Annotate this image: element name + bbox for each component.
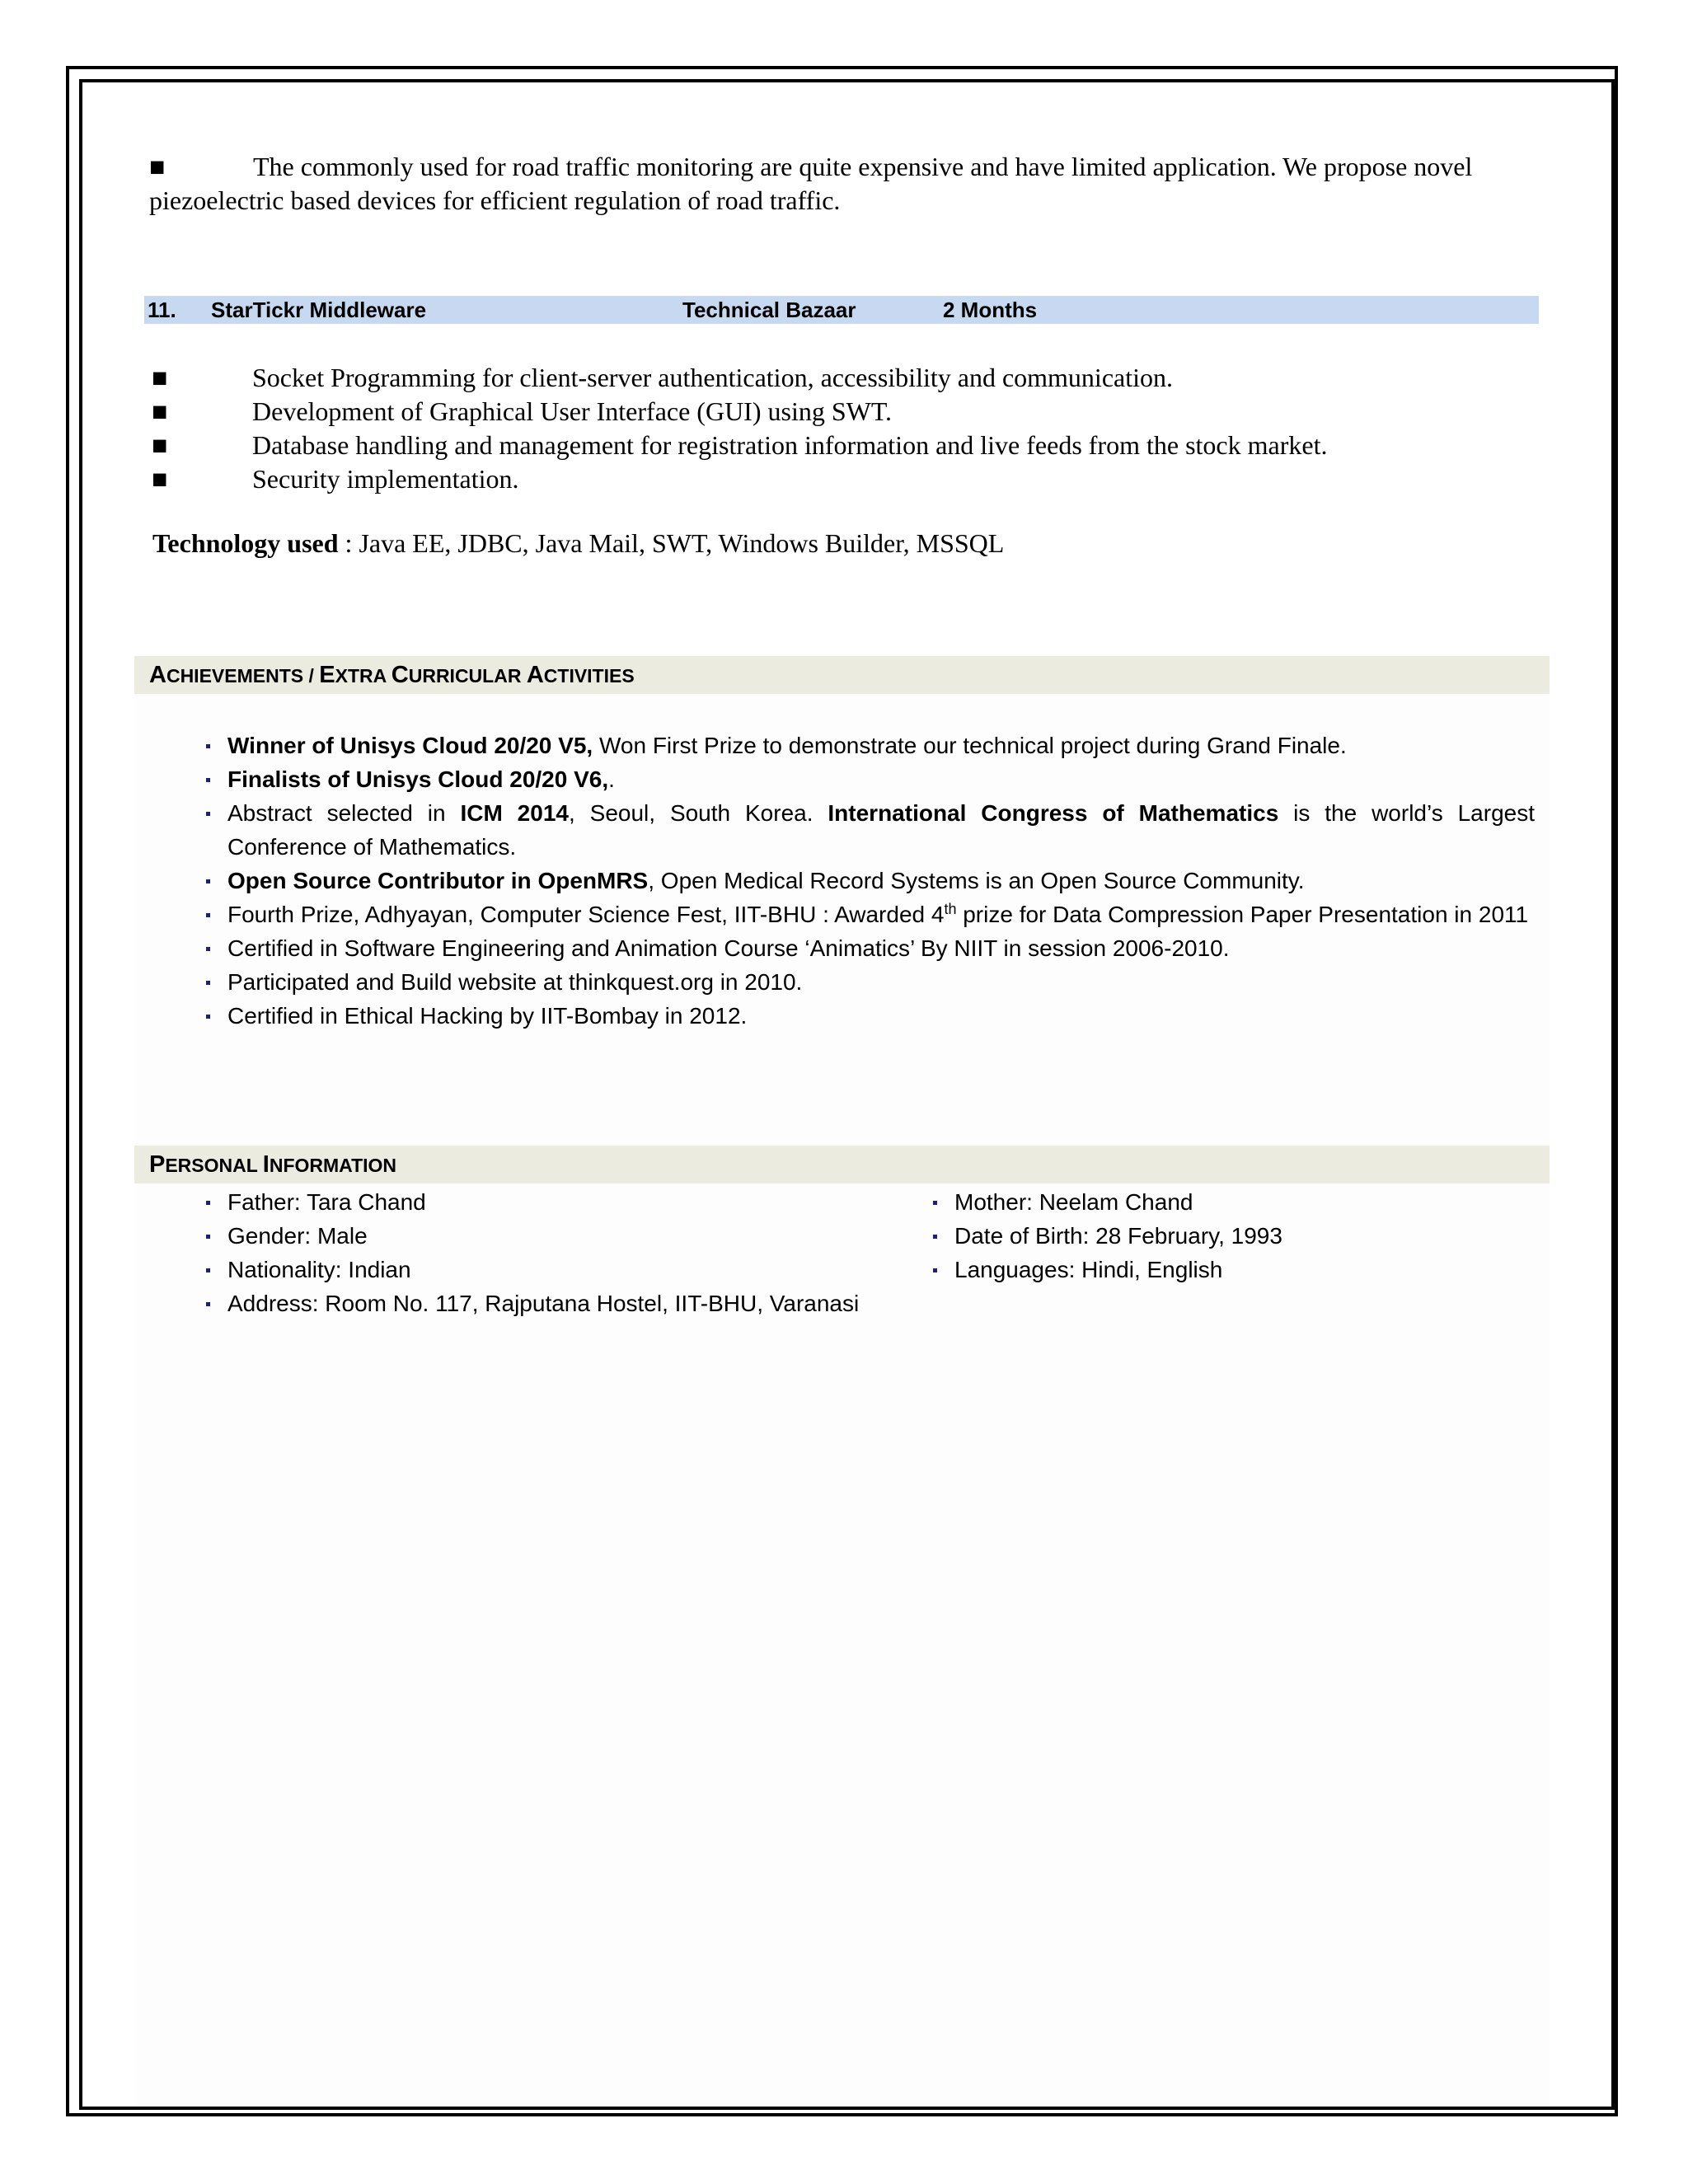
achievement-text: Participated and Build website at thinkquest.org in 2010. — [227, 969, 803, 995]
achievement-highlight: Finalists of Unisys Cloud 20/20 V6, — [227, 766, 609, 792]
achievement-text: , Seoul, South Korea. — [568, 800, 828, 826]
square-bullet-icon: ■ — [152, 464, 168, 494]
intro-paragraph — [149, 150, 1534, 218]
header-text: A — [526, 662, 544, 688]
list-item — [152, 395, 1528, 429]
square-bullet-icon: ■ — [152, 363, 168, 392]
list-item — [206, 965, 1535, 999]
achievement-highlight: ICM 2014 — [460, 800, 569, 826]
list-item — [206, 999, 1535, 1033]
header-text: E — [319, 662, 335, 688]
header-text: XTRA — [335, 665, 392, 687]
header-text: URRICULAR — [408, 665, 527, 687]
list-item: Address: Room No. 117, Rajputana Hostel, IIT-BHU, Varanasi — [206, 1286, 915, 1320]
project-point: Development of Graphical User Interface (GUI) using SWT. — [252, 396, 892, 426]
achievement-highlight: Winner of Unisys Cloud 20/20 V5, — [227, 733, 593, 758]
list-item: Gender: Male — [206, 1219, 915, 1253]
list-item — [152, 462, 1528, 496]
header-text: P — [149, 1151, 166, 1178]
list-item: Father: Tara Chand — [206, 1185, 915, 1219]
technology-used — [152, 527, 1529, 560]
header-text: A — [149, 662, 166, 688]
technology-value: : Java EE, JDBC, Java Mail, SWT, Windows Builder, MSSQL — [338, 528, 1005, 558]
personal-info-left-list — [206, 1185, 915, 1320]
achievement-text: Certified in Ethical Hacking by IIT-Bombay in 2012. — [227, 1003, 748, 1029]
achievement-highlight: Open Source Contributor in OpenMRS — [227, 868, 649, 893]
achievement-text: Fourth Prize, Adhyayan, Computer Science Fest, IIT-BHU : Awarded 4 — [227, 902, 945, 927]
header-text: CTIVITIES — [543, 665, 635, 687]
achievement-text: . — [608, 766, 615, 792]
achievements-section-header — [134, 656, 1550, 694]
header-text: NFORMATION — [269, 1155, 397, 1176]
technology-label: Technology used — [152, 528, 339, 558]
project-duration: 2 Months — [943, 298, 1038, 322]
personal-info-section-header — [134, 1146, 1550, 1183]
list-item: Languages: Hindi, English — [933, 1253, 1510, 1286]
header-text: I — [262, 1151, 270, 1178]
ordinal-suffix: th — [944, 901, 957, 917]
list-item — [206, 898, 1535, 931]
achievement-text: Abstract selected in — [227, 800, 461, 826]
project-points-list — [152, 361, 1528, 496]
list-item — [206, 864, 1535, 898]
header-text: CHIEVEMENTS / — [166, 665, 320, 687]
list-item — [206, 931, 1535, 965]
list-item: Date of Birth: 28 February, 1993 — [933, 1219, 1510, 1253]
header-text: C — [391, 662, 409, 688]
intro-text: The commonly used for road traffic monitoring are quite expensive and have limited application. We propose novel piezoelectric based devices for efficient regulation of road traffic. — [149, 152, 1473, 215]
achievement-text: , Open Medical Record Systems is an Open Source Community. — [648, 868, 1305, 893]
header-text: ERSONAL — [165, 1155, 263, 1176]
project-point: Database handling and management for registration information and live feeds from the stock market. — [252, 430, 1328, 460]
square-bullet-icon: ■ — [149, 152, 166, 181]
personal-info-right-list — [933, 1185, 1510, 1286]
achievement-text: is the world’s Largest Conference of Mathematics. — [227, 800, 1535, 860]
list-item — [206, 796, 1535, 864]
project-header-bar — [144, 296, 1539, 324]
achievements-list — [206, 729, 1535, 1033]
list-item: Nationality: Indian — [206, 1253, 915, 1286]
project-organization: Technical Bazaar — [682, 298, 856, 322]
project-number: 11. — [148, 298, 176, 322]
list-item — [206, 729, 1535, 762]
achievement-text: prize for Data Compression Paper Presentation in 2011 — [956, 902, 1529, 927]
list-item — [152, 429, 1528, 462]
achievement-highlight: International Congress of Mathematics — [828, 800, 1279, 826]
achievement-text: Won First Prize to demonstrate our technical project during Grand Finale. — [593, 733, 1347, 758]
list-item — [206, 762, 1535, 796]
project-point: Socket Programming for client-server authentication, accessibility and communication. — [252, 363, 1173, 392]
square-bullet-icon: ■ — [152, 396, 168, 426]
project-point: Security implementation. — [252, 464, 519, 494]
project-name: StarTickr Middleware — [211, 298, 427, 322]
list-item: Mother: Neelam Chand — [933, 1185, 1510, 1219]
achievement-text: Certified in Software Engineering and Animation Course ‘Animatics’ By NIIT in session 2006-2010. — [227, 935, 1230, 961]
square-bullet-icon: ■ — [152, 430, 168, 460]
list-item — [152, 361, 1528, 395]
